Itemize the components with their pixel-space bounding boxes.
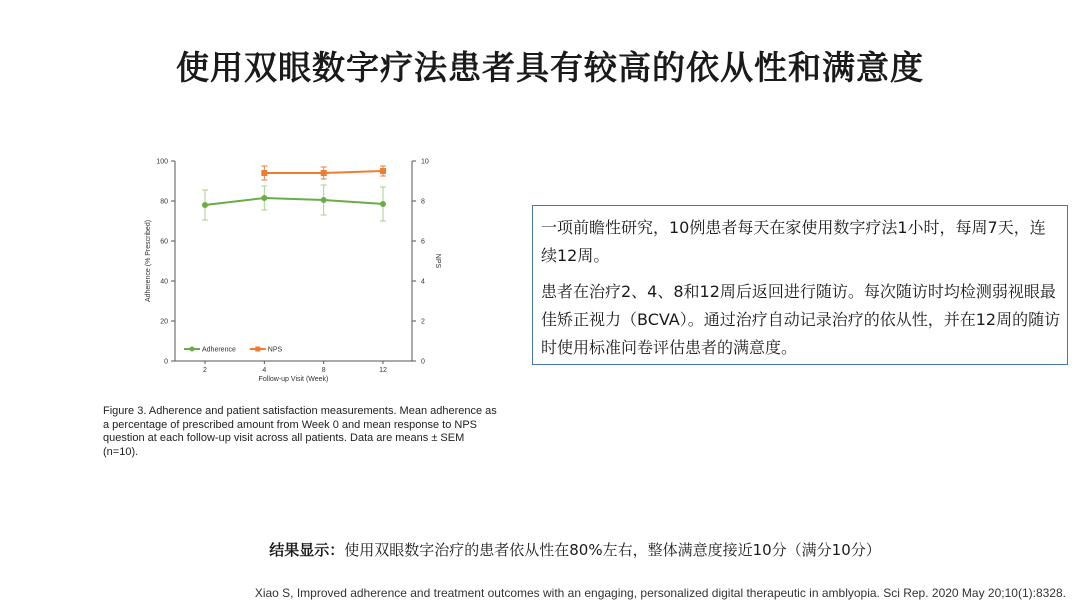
y2-axis-label: NPS bbox=[434, 253, 441, 269]
adherence-point bbox=[202, 202, 208, 208]
nps-legend-marker bbox=[255, 347, 260, 352]
y-tick-label: 60 bbox=[160, 238, 168, 246]
x-tick-label: 12 bbox=[379, 367, 387, 374]
adherence-point bbox=[380, 201, 386, 207]
y-tick-label: 0 bbox=[164, 358, 168, 366]
adherence-point bbox=[321, 197, 327, 203]
y2-tick-label: 0 bbox=[421, 358, 425, 366]
figure-caption: Figure 3. Adherence and patient satisfaction measurements. Mean adherence as a percentage of prescribed amount from Week 0 and mean response to NPS question at each follow-up visit across all patients. Data are means ± SEM (n=10). bbox=[103, 405, 497, 458]
y-tick-label: 100 bbox=[156, 158, 168, 166]
adherence-line bbox=[205, 198, 383, 205]
result-statement bbox=[0, 539, 1080, 560]
nps-point bbox=[380, 168, 386, 174]
y2-tick-label: 2 bbox=[421, 318, 425, 326]
info-paragraph-1: 一项前瞻性研究，10例患者每天在家使用数字疗法1小时，每周7天，连续12周。 bbox=[541, 218, 1046, 265]
legend-nps: NPS bbox=[267, 346, 283, 354]
nps-point bbox=[261, 170, 267, 176]
legend-adherence: Adherence bbox=[202, 346, 236, 354]
result-lead: 结果显示： bbox=[269, 541, 345, 559]
y-tick-label: 20 bbox=[160, 318, 168, 326]
y2-tick-label: 6 bbox=[421, 238, 425, 246]
y-tick-label: 40 bbox=[160, 278, 168, 286]
page-title: 使用双眼数字疗法患者具有较高的依从性和满意度 bbox=[176, 48, 924, 87]
y2-tick-label: 10 bbox=[421, 158, 429, 166]
study-info-box bbox=[532, 205, 1068, 365]
x-tick-label: 4 bbox=[262, 367, 267, 374]
x-tick-label: 8 bbox=[321, 367, 326, 374]
y2-tick-label: 4 bbox=[421, 278, 425, 286]
info-paragraph-2: 患者在治疗2、4、8和12周后返回进行随访。每次随访时均检测弱视眼最佳矫正视力（BCVA）。通过治疗自动记录治疗的依从性，并在12周的随访时使用标准问卷评估患者的满意度。 bbox=[541, 282, 1061, 357]
y-tick-label: 80 bbox=[160, 198, 168, 206]
adherence-nps-chart bbox=[128, 150, 458, 390]
chart-svg bbox=[128, 150, 458, 390]
citation: Xiao S, Improved adherence and treatment outcomes with an engaging, personalized digital therapeutic in amblyopia. Sci Rep. 2020 May 20;10(1):8328. bbox=[254, 586, 1066, 600]
adherence-legend-marker bbox=[190, 347, 195, 352]
x-tick-label: 2 bbox=[203, 367, 207, 374]
y2-tick-label: 8 bbox=[421, 198, 425, 206]
y-axis-label: Adherence (% Prescribed) bbox=[145, 219, 152, 303]
nps-point bbox=[321, 170, 327, 176]
result-text: 使用双眼数字治疗的患者依从性在80%左右，整体满意度接近10分（满分10分） bbox=[344, 541, 881, 559]
x-axis-label: Follow-up Visit (Week) bbox=[258, 376, 329, 383]
adherence-point bbox=[261, 195, 267, 201]
